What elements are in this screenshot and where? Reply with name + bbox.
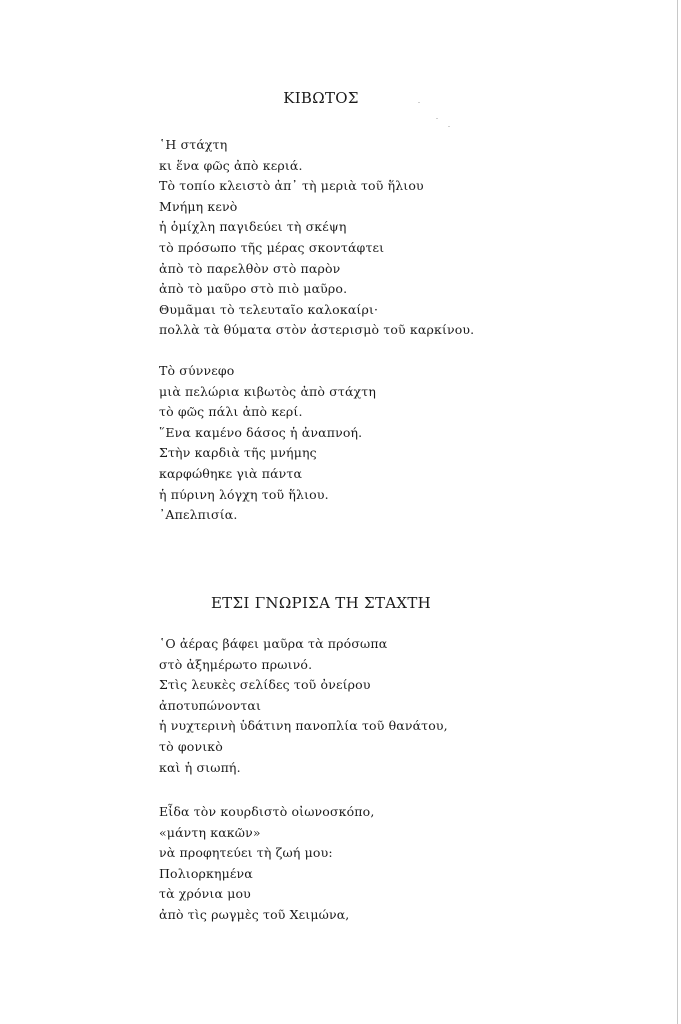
verse-line: ἀπὸ τὸ παρελθὸν στὸ παρὸν [159,260,341,276]
scan-speck [448,126,450,127]
verse-line: τὰ χρόνια μου [159,886,251,902]
verse-line: ἡ νυχτερινὴ ὑδάτινη πανοπλία τοῦ θανάτου, [159,718,448,734]
verse-line: τὸ πρόσωπο τῆς μέρας σκοντάφτει [159,239,385,255]
verse-line: ἀποτυπώνονται [159,697,262,713]
verse-line: ῾Ο ἀέρας βάφει μαῦρα τὰ πρόσωπα [159,636,388,651]
verse-line: «μάντη κακῶν» [159,824,261,840]
poem-title-etsi-gnorisa: ΕΤΣΙ ΓΝΩΡΙΣΑ ΤΗ ΣΤΑΧΤΗ [210,594,432,612]
verse-line: Μνήμη κενὸ [159,198,238,214]
poem-1-stanza-2 [159,361,376,526]
verse-line: Θυμᾶμαι τὸ τελευταῖο καλοκαίρι· [159,301,379,317]
verse-line: τὸ φῶς πάλι ἀπὸ κερί. [159,404,303,420]
verse-line: ἀπὸ τὸ μαῦρο στὸ πιὸ μαῦρο. [159,281,348,297]
verse-line: ἡ ὁμίχλη παγιδεύει τὴ σκέψη [159,219,347,235]
verse-line: καὶ ἡ σιωπή. [159,759,241,775]
poem-title-kivotos: ΚΙΒΩΤΟΣ [283,89,359,107]
verse-line: Πολιορκημένα [159,865,253,881]
poem-2-stanza-2 [159,802,374,926]
scan-speck [436,118,438,119]
verse-line: πολλὰ τὰ θύματα στὸν ἀστερισμὸ τοῦ καρκίνου. [159,322,475,338]
page-edge-line [677,0,678,1024]
verse-line: μιὰ πελώρια κιβωτὸς ἀπὸ στάχτη [159,383,376,399]
verse-line: καρφώθηκε γιὰ πάντα [159,465,303,481]
verse-line: ῾Η στάχτη [159,137,228,152]
verse-line: ῞Ενα καμένο δάσος ἡ ἀναπνοή. [159,424,363,440]
verse-line: ᾿Απελπισία. [159,507,238,523]
verse-line: στὸ ἀξημέρωτο πρωινό. [159,656,313,672]
verse-line: ἡ πύρινη λόγχη τοῦ ἥλιου. [159,486,329,502]
verse-line: Εἶδα τὸν κουρδιστὸ οἰωνοσκόπο, [159,804,375,819]
verse-line: Στὶς λευκὲς σελίδες τοῦ ὀνείρου [159,677,371,693]
poem-1-stanza-1 [159,135,474,341]
verse-line: τὸ φονικὸ [159,738,223,754]
verse-line: Τὸ σύννεφο [159,363,235,378]
verse-line: νὰ προφητεύει τὴ ζωή μου: [159,845,333,861]
verse-line: Στὴν καρδιὰ τῆς μνήμης [159,445,317,461]
verse-line: ἀπὸ τὶς ρωγμὲς τοῦ Χειμώνα, [159,906,350,922]
verse-line: κι ἕνα φῶς ἀπὸ κεριά. [159,157,303,173]
poem-2-stanza-1 [159,634,448,778]
verse-line: Τὸ τοπίο κλειστὸ ἀπ᾽ τὴ μεριὰ τοῦ ἥλιου [159,178,424,194]
